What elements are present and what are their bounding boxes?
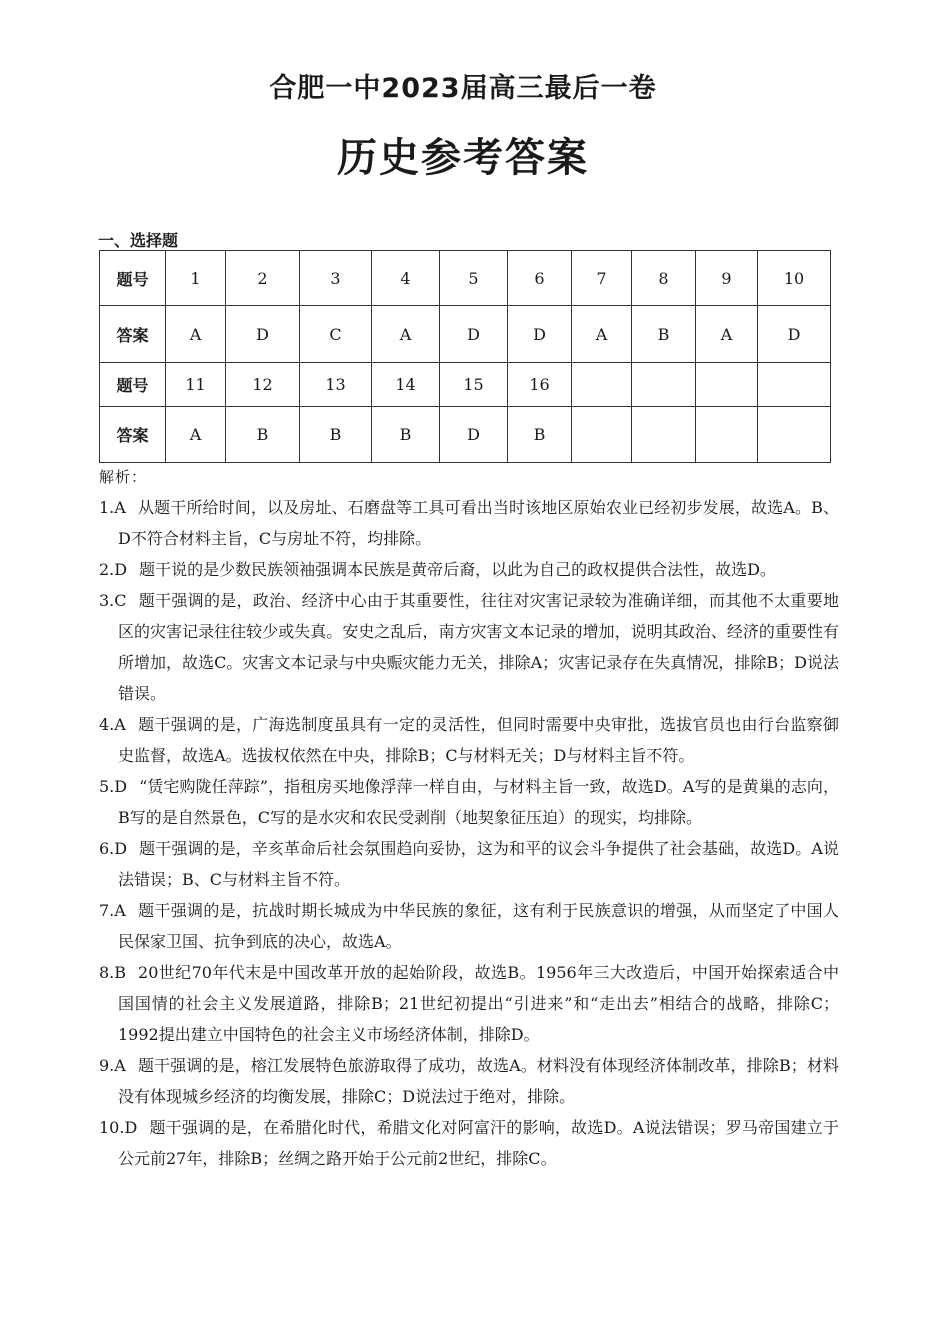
question-number: 2 (226, 251, 300, 306)
answer-cell: A (166, 407, 226, 463)
answer-row (100, 407, 831, 463)
row-label-number: 题号 (100, 363, 166, 407)
item-text: 题干强调的是，广海选制度虽具有一定的灵活性，但同时需要中央审批，选拔官员也由行台监察御史监督，故选A。选拔权依然在中央，排除B；C与材料无关；D与材料主旨不符。 (118, 715, 839, 765)
question-number: 16 (508, 363, 572, 407)
row-label-number: 题号 (100, 251, 166, 306)
item-number: 6. (99, 839, 115, 858)
document-subtitle: 历史参考答案 (337, 134, 589, 181)
item-text: 题干强调的是，辛亥革命后社会氛围趋向妥协，这为和平的议会斗争提供了社会基础，故选D。A说法错误；B、C与材料主旨不符。 (118, 839, 839, 889)
item-answer: B (114, 963, 127, 982)
empty-cell (758, 407, 831, 463)
answer-cell: A (572, 306, 632, 363)
item-number: 4. (99, 715, 115, 734)
question-number: 9 (696, 251, 758, 306)
question-number: 10 (758, 251, 831, 306)
question-number: 4 (372, 251, 440, 306)
answer-cell: B (226, 407, 300, 463)
item-answer: A (114, 1056, 126, 1075)
item-answer: C (114, 591, 127, 610)
empty-cell (632, 363, 696, 407)
item-text: 题干强调的是，抗战时期长城成为中华民族的象征，这有利于民族意识的增强，从而坚定了中国人民保家卫国、抗争到底的决心，故选A。 (118, 901, 839, 951)
item-number: 5. (99, 777, 115, 796)
answer-cell: A (372, 306, 440, 363)
answer-row (100, 306, 831, 363)
document-title: 合肥一中2023届高三最后一卷 (269, 73, 657, 104)
item-text: “赁宅购陇任萍踪”，指租房买地像浮萍一样自由，与材料主旨一致，故选D。A写的是黄巢的志向，B写的是自然景色，C写的是水灾和农民受剥削（地契象征压迫）的现实，均排除。 (118, 777, 839, 827)
item-text: 题干说的是少数民族领袖强调本民族是黄帝后裔，以此为自己的政权提供合法性，故选D。 (139, 560, 776, 579)
answer-cell: B (508, 407, 572, 463)
explanation-item (99, 957, 839, 1050)
explanation-item (99, 554, 839, 585)
item-answer: D (114, 777, 128, 796)
question-number: 6 (508, 251, 572, 306)
question-number: 1 (166, 251, 226, 306)
row-label-answer: 答案 (100, 306, 166, 363)
item-text: 从题干所给时间，以及房址、石磨盘等工具可看出当时该地区原始农业已经初步发展，故选A。B、D不符合材料主旨，C与房址不符，均排除。 (118, 498, 839, 548)
explanation-item (99, 492, 839, 554)
item-answer: D (114, 839, 128, 858)
number-row (100, 251, 831, 306)
question-number: 15 (440, 363, 508, 407)
section-heading: 一、选择题 (98, 231, 179, 250)
explanation-item (99, 1050, 839, 1112)
empty-cell (632, 407, 696, 463)
empty-cell (572, 363, 632, 407)
item-number: 10. (99, 1118, 125, 1137)
answer-cell: D (508, 306, 572, 363)
answer-cell: D (226, 306, 300, 363)
item-answer: A (114, 498, 126, 517)
number-row (100, 363, 831, 407)
empty-cell (696, 363, 758, 407)
empty-cell (696, 407, 758, 463)
question-number: 8 (632, 251, 696, 306)
question-number: 3 (300, 251, 372, 306)
question-number: 13 (300, 363, 372, 407)
answer-cell: A (166, 306, 226, 363)
answer-cell: C (300, 306, 372, 363)
answer-cell: B (372, 407, 440, 463)
item-number: 8. (99, 963, 115, 982)
explanation-item (99, 585, 839, 709)
answer-cell: B (300, 407, 372, 463)
analysis-label: 解析： (99, 468, 148, 486)
empty-cell (572, 407, 632, 463)
item-number: 3. (99, 591, 115, 610)
item-answer: A (114, 715, 126, 734)
item-number: 1. (99, 498, 115, 517)
item-text: 20世纪70年代末是中国改革开放的起始阶段，故选B。1956年三大改造后，中国开始探索适合中国国情的社会主义发展道路，排除B；21世纪初提出“引进来”和“走出去”相结合的战略，排除C；1992提出建立中国特色的社会主义市场经济体制，排除D。 (118, 963, 839, 1044)
answer-cell: D (440, 306, 508, 363)
item-number: 9. (99, 1056, 115, 1075)
question-number: 11 (166, 363, 226, 407)
item-number: 2. (99, 560, 115, 579)
answer-cell: D (440, 407, 508, 463)
item-text: 题干强调的是，榕江发展特色旅游取得了成功，故选A。材料没有体现经济体制改革，排除B；材料没有体现城乡经济的均衡发展，排除C；D说法过于绝对，排除。 (118, 1056, 839, 1106)
explanation-item (99, 709, 839, 771)
question-number: 14 (372, 363, 440, 407)
answer-table (99, 250, 831, 463)
answer-cell: B (632, 306, 696, 363)
item-text: 题干强调的是，政治、经济中心由于其重要性，往往对灾害记录较为准确详细，而其他不太重要地区的灾害记录往往较少或失真。安史之乱后，南方灾害文本记录的增加，说明其政治、经济的重要性有所增加，故选C。灾害文本记录与中央赈灾能力无关，排除A；灾害记录存在失真情况，排除B；D说法错误。 (118, 591, 839, 703)
answer-cell: A (696, 306, 758, 363)
item-number: 7. (99, 901, 115, 920)
item-answer: D (124, 1118, 138, 1137)
answer-cell: D (758, 306, 831, 363)
explanation-list (99, 492, 839, 1174)
explanation-item (99, 771, 839, 833)
question-number: 12 (226, 363, 300, 407)
question-number: 5 (440, 251, 508, 306)
row-label-answer: 答案 (100, 407, 166, 463)
explanation-item (99, 833, 839, 895)
explanation-item (99, 1112, 839, 1174)
item-answer: A (114, 901, 126, 920)
explanation-item (99, 895, 839, 957)
item-text: 题干强调的是，在希腊化时代，希腊文化对阿富汗的影响，故选D。A说法错误；罗马帝国建立于公元前27年，排除B；丝绸之路开始于公元前2世纪，排除C。 (118, 1118, 839, 1168)
item-answer: D (114, 560, 128, 579)
question-number: 7 (572, 251, 632, 306)
empty-cell (758, 363, 831, 407)
